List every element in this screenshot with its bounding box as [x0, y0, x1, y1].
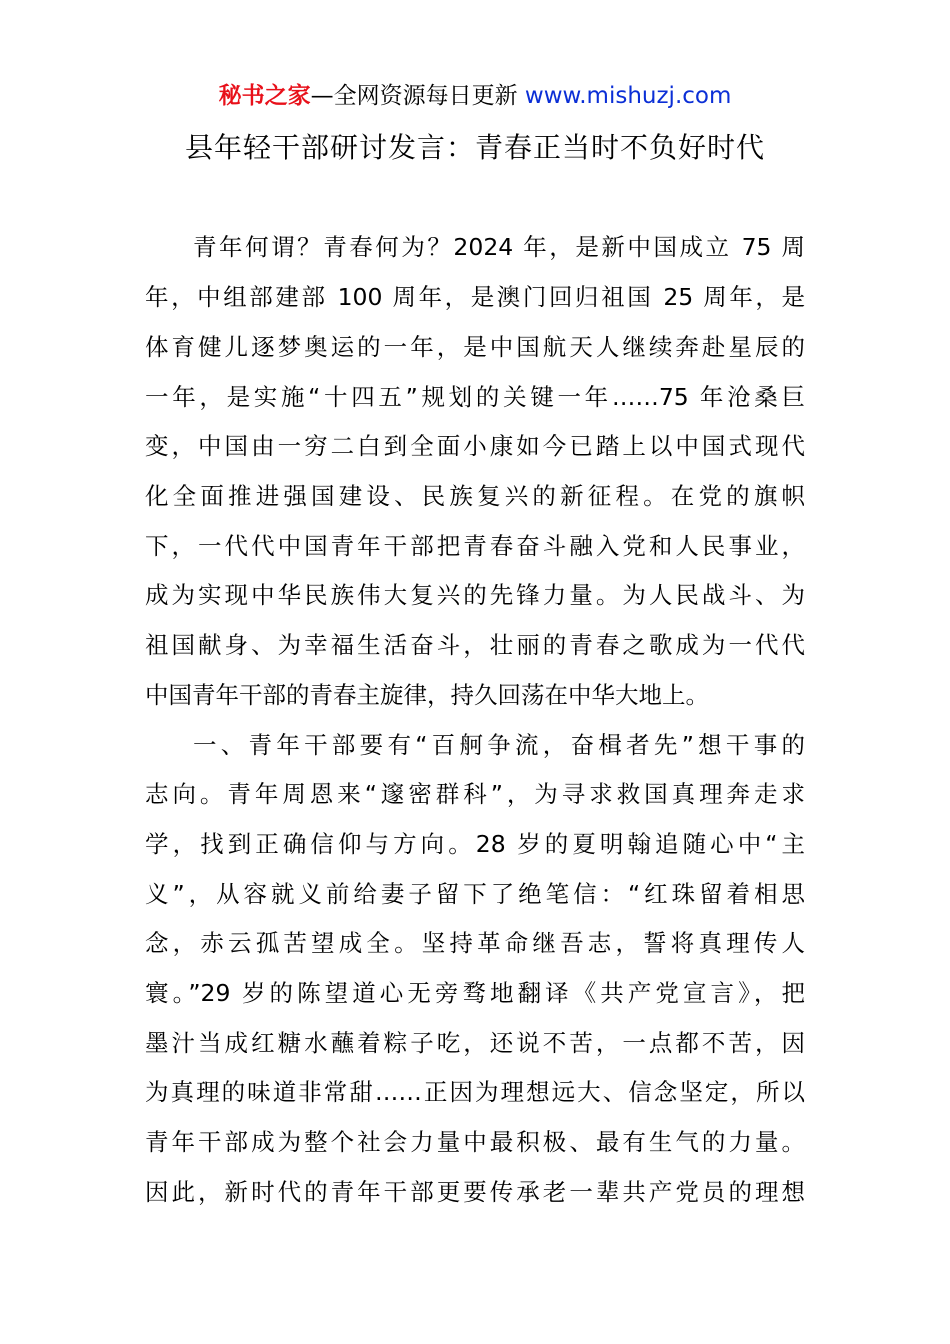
paragraph-line: 下，一代代中国青年干部把青春奋斗融入党和人民事业， — [145, 532, 805, 560]
paragraph-line: 志向。青年周恩来“邃密群科”，为寻求救国真理奔走求 — [145, 780, 805, 808]
paragraph-line: 墨汁当成红糖水蘸着粽子吃，还说不苦，一点都不苦，因 — [145, 1029, 805, 1057]
paragraph-line: 青年干部成为整个社会力量中最积极、最有生气的力量。 — [145, 1128, 805, 1156]
site-brand: 秘书之家 — [218, 83, 311, 109]
paragraph-line: 成为实现中华民族伟大复兴的先锋力量。为人民战斗、为 — [145, 581, 805, 609]
paragraph-line: 祖国献身、为幸福生活奋斗，壮丽的青春之歌成为一代代 — [145, 631, 805, 659]
paragraph-line: 体育健儿逐梦奥运的一年，是中国航天人继续奔赴星辰的 — [145, 333, 805, 361]
paragraph-line: 青年何谓？青春何为？2024 年，是新中国成立 75 周 — [193, 233, 805, 261]
site-tagline: —全网资源每日更新 — [310, 83, 518, 109]
paragraph-line: 为真理的味道非常甜……正因为理想远大、信念坚定，所以 — [145, 1078, 805, 1106]
paragraph-line: 化全面推进强国建设、民族复兴的新征程。在党的旗帜 — [145, 482, 805, 510]
paragraph-line: 变，中国由一穷二白到全面小康如今已踏上以中国式现代 — [145, 432, 805, 460]
paragraph-line: 年，中组部建部 100 周年，是澳门回归祖国 25 周年，是 — [145, 283, 805, 311]
paragraph-line: 一年，是实施“十四五”规划的关键一年……75 年沧桑巨 — [145, 383, 805, 411]
paragraph-line: 念，赤云孤苦望成全。坚持革命继吾志，誓将真理传人 — [145, 929, 805, 957]
paragraph-line: 寰。”29 岁的陈望道心无旁骛地翻译《共产党宣言》，把 — [145, 979, 805, 1007]
site-header — [0, 80, 950, 112]
site-url-link[interactable]: www.mishuzj.com — [524, 83, 732, 109]
document-title: 县年轻干部研讨发言：青春正当时不负好时代 — [184, 131, 765, 164]
paragraph-line: 中国青年干部的青春主旋律，持久回荡在中华大地上。 — [145, 681, 709, 709]
paragraph-line: 一、青年干部要有“百舸争流，奋楫者先”想干事的 — [193, 731, 805, 759]
paragraph-line: 学，找到正确信仰与方向。28 岁的夏明翰追随心中“主 — [145, 830, 805, 858]
paragraph-line: 因此，新时代的青年干部更要传承老一辈共产党员的理想 — [145, 1178, 805, 1206]
paragraph-line: 义”，从容就义前给妻子留下了绝笔信：“红珠留着相思 — [145, 880, 805, 908]
